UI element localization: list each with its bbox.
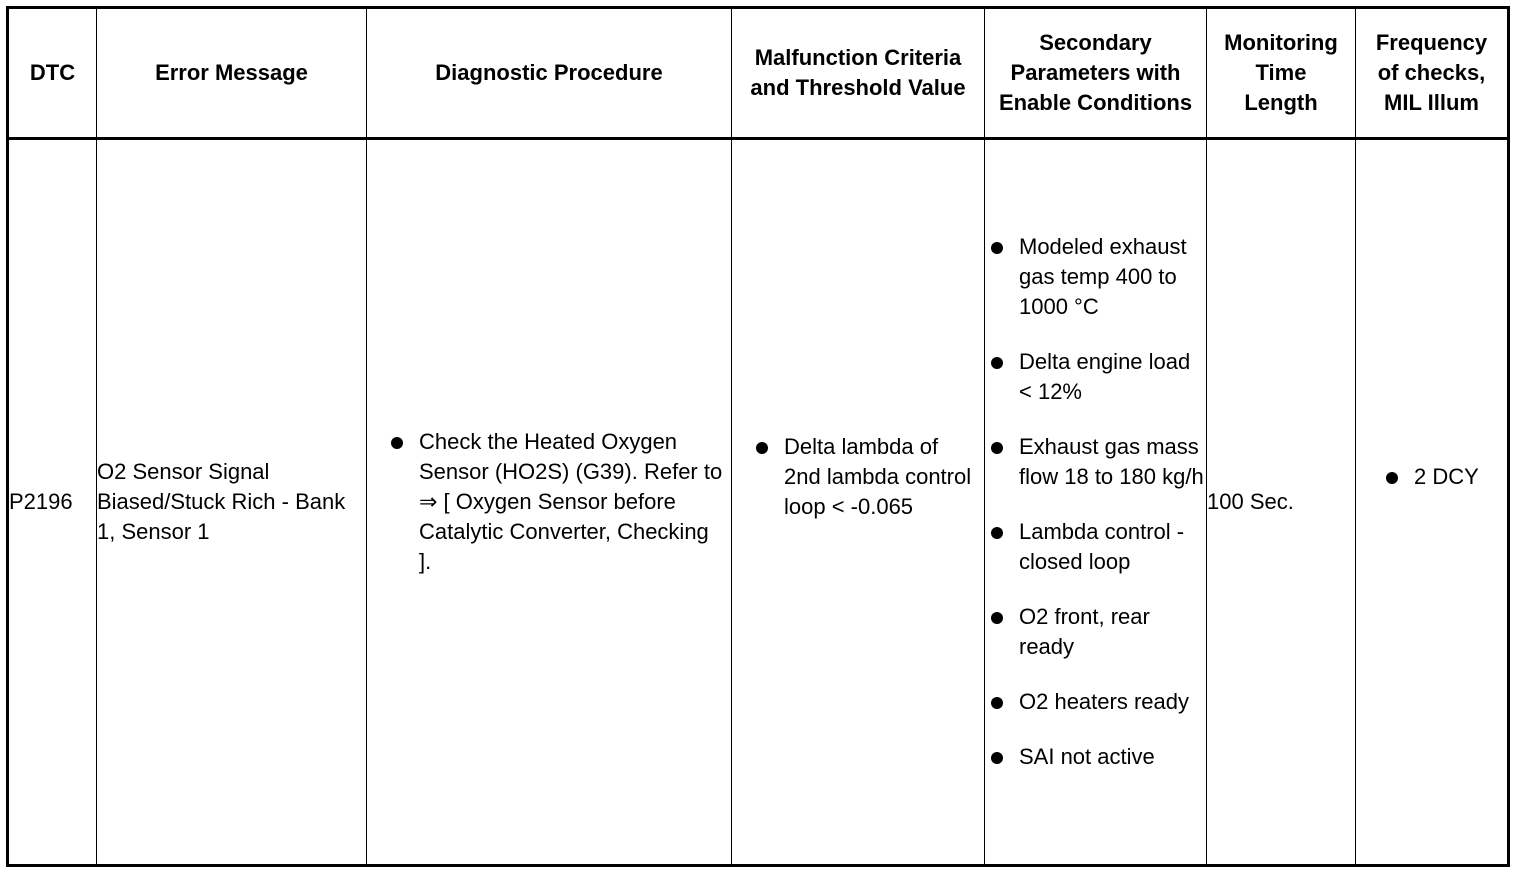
cell-diagnostic-procedure [367,139,732,866]
cell-secondary-parameters [985,139,1207,866]
table-row [8,139,1509,866]
condition-item: Delta engine load < 12% [985,347,1206,407]
condition-item: Exhaust gas mass flow 18 to 180 kg/h [985,432,1206,492]
cell-error-message: O2 Sensor Signal Biased/Stuck Rich - Bank 1, Sensor 1 [97,139,367,866]
header-monitoring-time: Monitoring Time Length [1207,8,1356,139]
condition-item: Lambda control - closed loop [985,517,1206,577]
cell-dtc: P2196 [8,139,97,866]
header-error-message: Error Message [97,8,367,139]
cell-monitoring-time: 100 Sec. [1207,139,1356,866]
header-secondary-parameters: Secondary Parameters with Enable Conditions [985,8,1207,139]
condition-item: SAI not active [985,742,1206,772]
header-dtc: DTC [8,8,97,139]
header-diagnostic-procedure: Diagnostic Procedure [367,8,732,139]
diagnostic-procedure-item: Check the Heated Oxygen Sensor (HO2S) (G39). Refer to ⇒ [ Oxygen Sensor before Catalytic Converter, Checking ]. [385,427,723,577]
cell-frequency [1356,139,1509,866]
malfunction-criteria-item: Delta lambda of 2nd lambda control loop < -0.065 [750,432,976,522]
condition-item: O2 front, rear ready [985,602,1206,662]
header-row [8,8,1509,139]
condition-item: O2 heaters ready [985,687,1206,717]
header-frequency: Frequency of checks, MIL Illum [1356,8,1509,139]
header-malfunction-criteria: Malfunction Criteria and Threshold Value [732,8,985,139]
frequency-item: 2 DCY [1380,462,1501,492]
cell-malfunction-criteria [732,139,985,866]
condition-item: Modeled exhaust gas temp 400 to 1000 °C [985,232,1206,322]
dtc-table [6,6,1510,867]
